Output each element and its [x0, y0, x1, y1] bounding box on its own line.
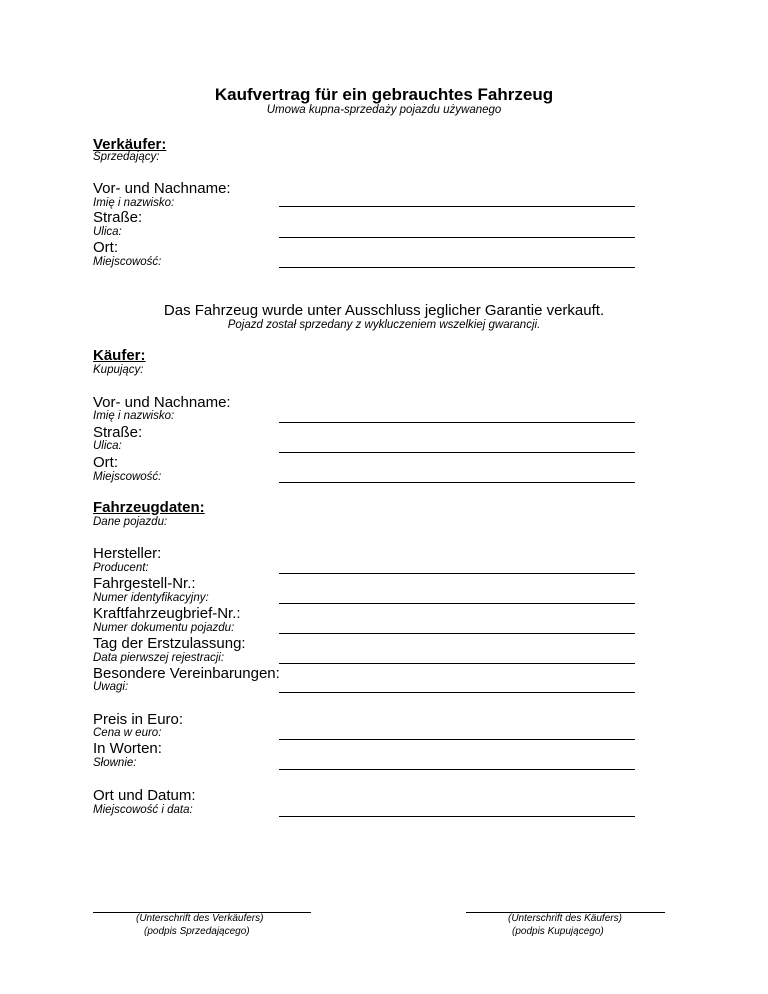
manufacturer-field[interactable] [279, 573, 635, 574]
price-words-field[interactable] [279, 769, 635, 770]
place-date-label: Ort und Datum: [93, 787, 196, 804]
first-registration-label: Tag der Erstzulassung: [93, 635, 246, 652]
vin-label: Fahrgestell-Nr.: [93, 575, 196, 592]
registration-doc-field[interactable] [279, 633, 635, 634]
registration-doc-label-pl: Numer dokumentu pojazdu: [93, 622, 235, 634]
buyer-street-field[interactable] [279, 452, 635, 453]
price-words-label-pl: Słownie: [93, 757, 137, 769]
buyer-city-field[interactable] [279, 482, 635, 483]
buyer-signature-label-pl: (podpis Kupującego) [512, 926, 604, 937]
manufacturer-label: Hersteller: [93, 545, 162, 562]
remarks-label: Besondere Vereinbarungen: [93, 665, 280, 682]
vehicle-heading: Fahrzeugdaten: [93, 499, 205, 516]
manufacturer-label-pl: Producent: [93, 562, 149, 574]
price-label-pl: Cena w euro: [93, 727, 162, 739]
first-registration-label-pl: Data pierwszej rejestracji: [93, 652, 225, 664]
warranty-notice: Das Fahrzeug wurde unter Ausschluss jeglicher Garantie verkauft. [163, 302, 605, 319]
seller-city-field[interactable] [279, 267, 635, 268]
document-title: Kaufvertrag für ein gebrauchtes Fahrzeug [214, 85, 554, 104]
buyer-name-label: Vor- und Nachname: [93, 394, 231, 411]
vin-label-pl: Numer identyfikacyjny: [93, 592, 209, 604]
price-label: Preis in Euro: [93, 711, 184, 728]
vehicle-heading-pl: Dane pojazdu: [93, 516, 168, 528]
seller-name-label: Vor- und Nachname: [93, 180, 231, 197]
seller-heading: Verkäufer: [93, 136, 167, 153]
remarks-label-pl: Uwagi: [93, 681, 129, 693]
remarks-field[interactable] [279, 692, 635, 693]
document-subtitle: Umowa kupna-sprzedaży pojazdu używanego [266, 104, 502, 116]
seller-street-label-pl: Ulica: [93, 226, 122, 238]
seller-signature-label-pl: (podpis Sprzedającego) [144, 926, 250, 937]
first-registration-field[interactable] [279, 663, 635, 664]
vin-field[interactable] [279, 603, 635, 604]
buyer-city-label-pl: Miejscowość: [93, 471, 162, 483]
seller-street-field[interactable] [279, 237, 635, 238]
registration-doc-label: Kraftfahrzeugbrief-Nr.: [93, 605, 241, 622]
buyer-street-label: Straße: [93, 424, 143, 441]
price-field[interactable] [279, 739, 635, 740]
buyer-heading: Käufer: [93, 347, 146, 364]
seller-signature-label: (Unterschrift des Verkäufers) [136, 913, 264, 924]
buyer-city-label: Ort: [93, 454, 118, 471]
place-date-label-pl: Miejscowość i data: [93, 804, 193, 816]
seller-city-label: Ort: [93, 239, 118, 256]
place-date-field[interactable] [279, 816, 635, 817]
seller-city-label-pl: Miejscowość: [93, 256, 162, 268]
buyer-heading-pl: Kupujący: [93, 364, 144, 376]
buyer-name-field[interactable] [279, 422, 635, 423]
buyer-name-label-pl: Imię i nazwisko: [93, 410, 175, 422]
price-words-label: In Worten: [93, 740, 162, 757]
seller-heading-pl: Sprzedający: [93, 151, 160, 163]
buyer-signature-label: (Unterschrift des Käufers) [508, 913, 622, 924]
warranty-notice-pl: Pojazd został sprzedany z wykluczeniem wszelkiej gwarancji. [227, 319, 541, 331]
seller-name-field[interactable] [279, 206, 635, 207]
seller-name-label-pl: Imię i nazwisko: [93, 197, 175, 209]
buyer-street-label-pl: Ulica: [93, 440, 122, 452]
seller-street-label: Straße: [93, 209, 143, 226]
